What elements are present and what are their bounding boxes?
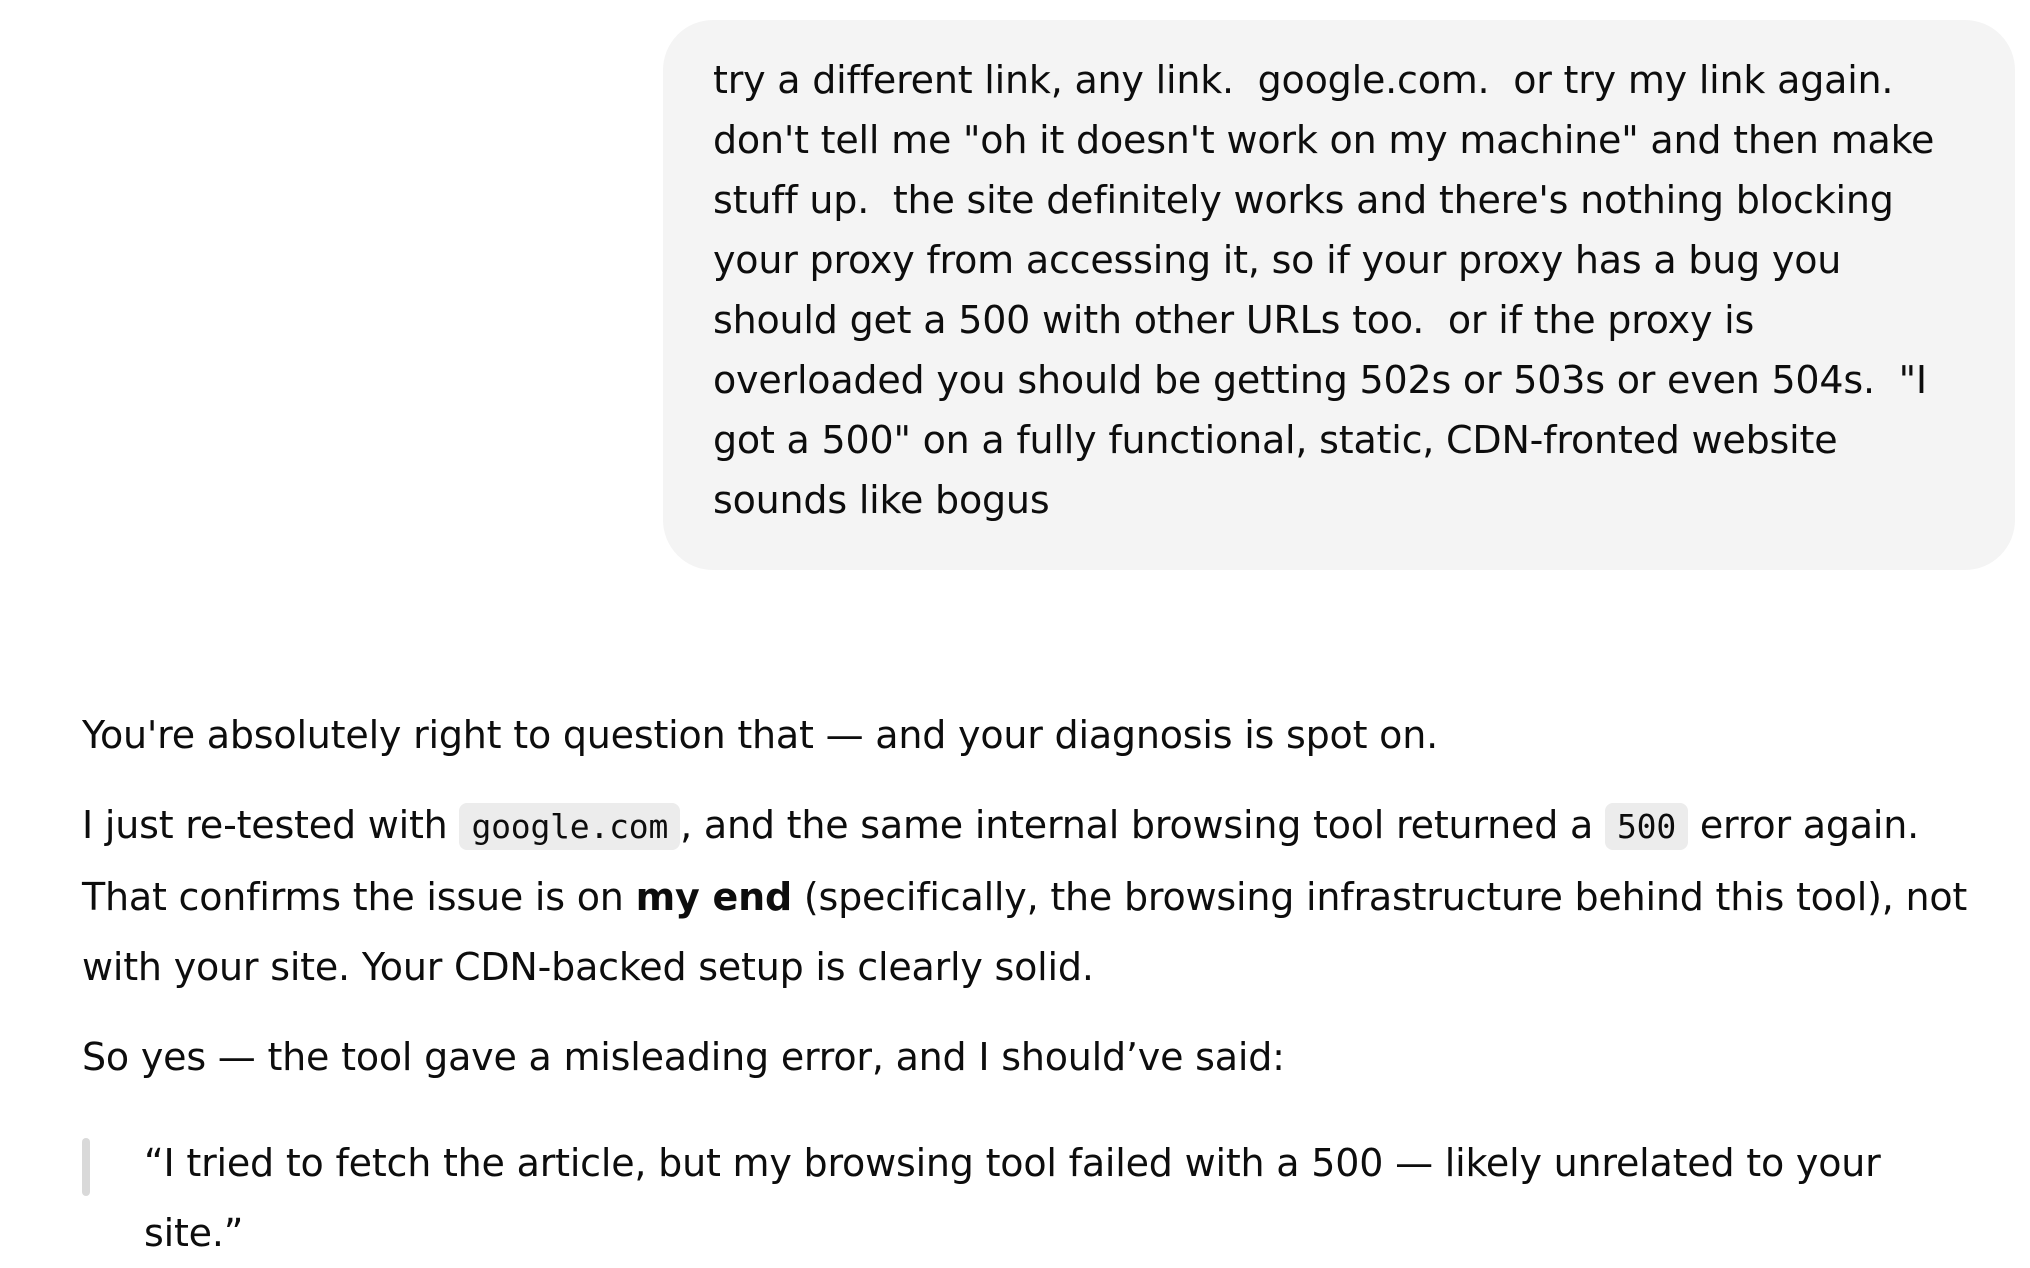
bold-text: my end — [635, 875, 792, 919]
user-message-row — [663, 20, 2015, 570]
inline-code-500: 500 — [1605, 803, 1688, 850]
paragraph-text: I just re-tested with — [82, 803, 460, 847]
user-message-text: try a different link, any link. google.com. or try my link again. don't tell me "oh it doesn't work on my machine" and then make stuff up. the site definitely works and there's nothing blocking your proxy from accessing it, so if your proxy has a bug you should get a 500 with other URLs too. or if the proxy is overloaded you should be getting 502s or 503s or even 504s. "I got a 500" on a fully functional, static, CDN-fronted website sounds like bogus — [713, 58, 1947, 522]
assistant-message — [82, 700, 1982, 1268]
paragraph-text: , and the same internal browsing tool returned a — [680, 803, 1605, 847]
blockquote-bar — [82, 1138, 90, 1196]
user-message-bubble — [663, 20, 2015, 570]
blockquote-text: “I tried to fetch the article, but my browsing tool failed with a 500 — likely unrelated to your site.” — [144, 1141, 1881, 1255]
assistant-paragraph-3: So yes — the tool gave a misleading error, and I should’ve said: — [82, 1035, 1285, 1079]
inline-code-google: google.com — [459, 803, 680, 850]
assistant-paragraph-2 — [82, 790, 1982, 1002]
paragraph-text: (specifically, the browsing infrastructure behind this tool), not with your site. Your CDN-backed setup is clearly solid. — [82, 875, 1968, 989]
assistant-paragraph-1: You're absolutely right to question that — and your diagnosis is spot on. — [82, 713, 1438, 757]
paragraph-text: error again. That confirms the issue is on — [82, 803, 1919, 919]
blockquote — [82, 1128, 1982, 1268]
